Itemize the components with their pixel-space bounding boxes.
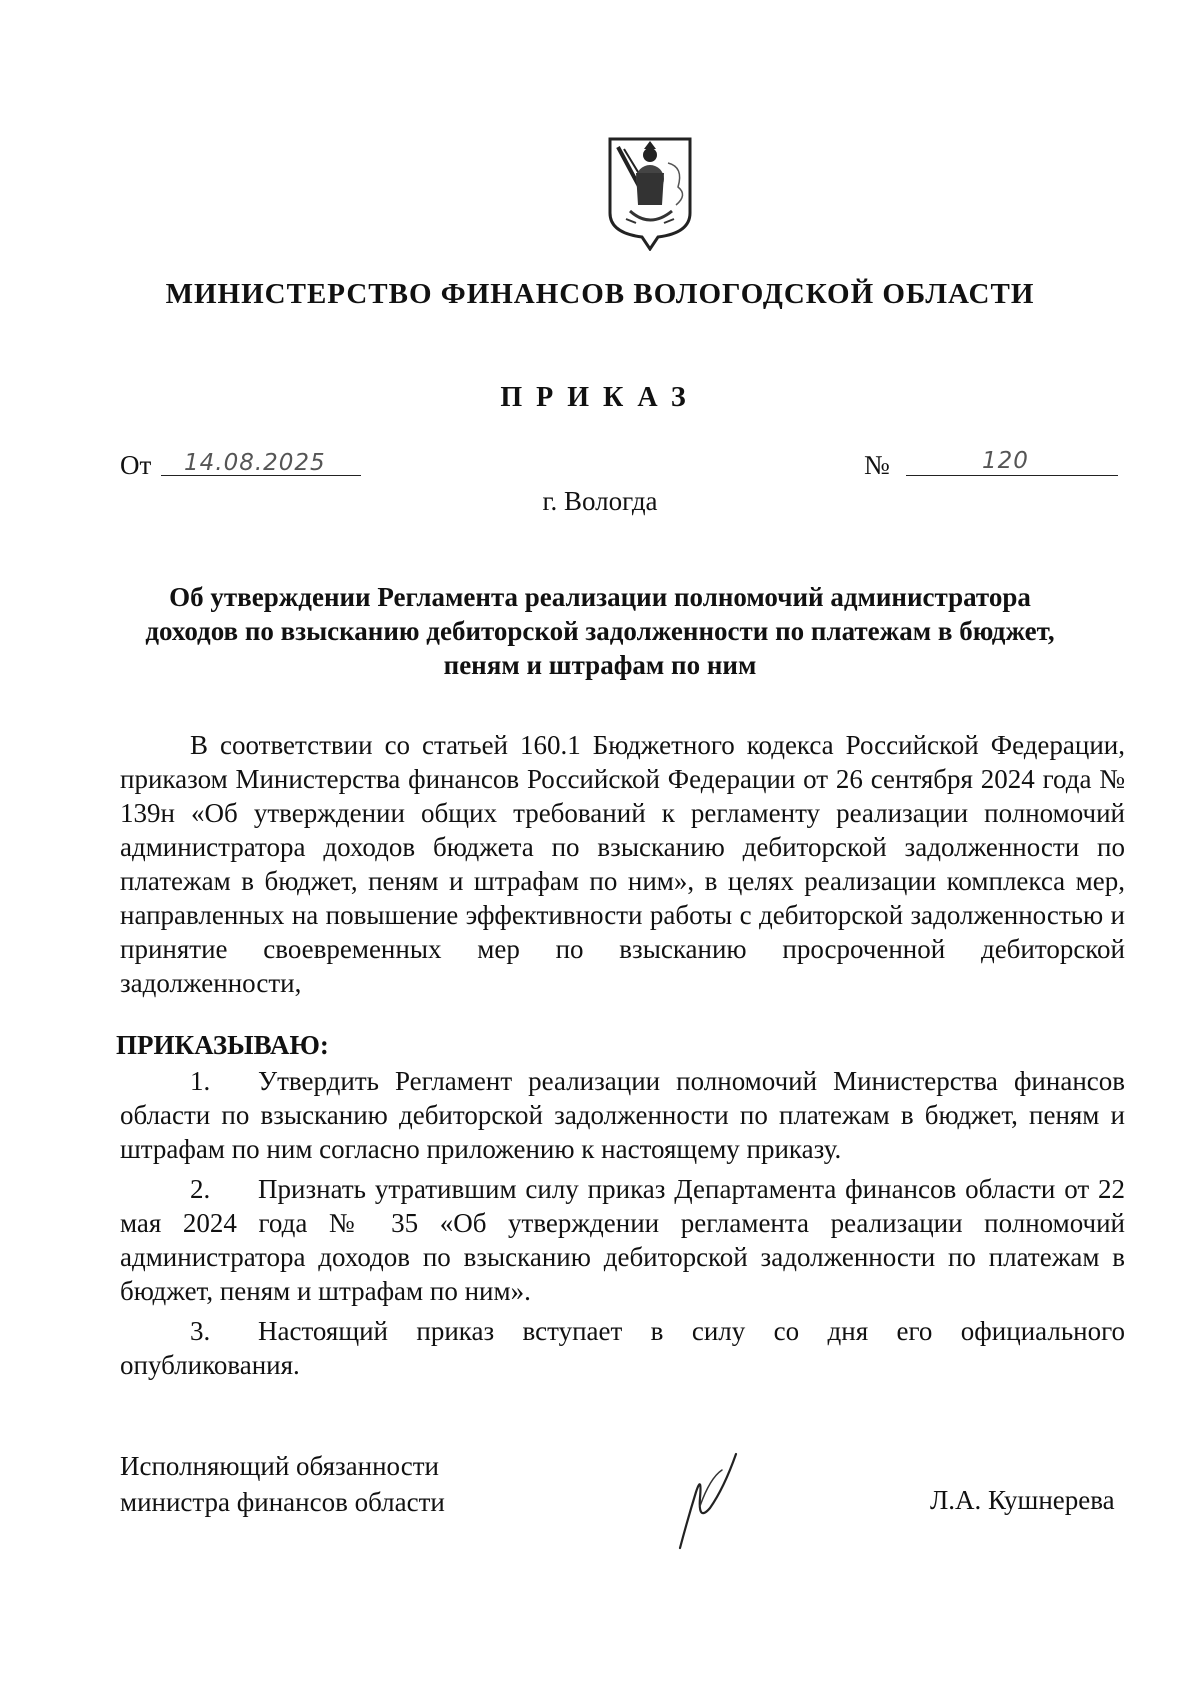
- document-type: ПРИКАЗ: [500, 382, 700, 413]
- signatory-position-line-2: министра финансов области: [120, 1487, 445, 1517]
- document-number: 120: [982, 448, 1029, 474]
- order-word: ПРИКАЗЫВАЮ:: [116, 1030, 329, 1060]
- order-item-3: [120, 1314, 1125, 1382]
- number-underline: [906, 475, 1118, 476]
- number-label: №: [864, 450, 890, 480]
- order-item-2: [120, 1172, 1125, 1308]
- order-item-text: Утвердить Регламент реализации полномочий Министерства финансов области по взысканию дебиторской задолженности по платежам в бюджет, пеням и штрафам по ним согласно приложению к настоящему приказу.: [120, 1066, 1125, 1164]
- document-date: 14.08.2025: [184, 450, 326, 476]
- order-item-text: Признать утратившим силу приказ Департамента финансов области от 22 мая 2024 года № 35 «Об утверждении регламента реализации полномочий администратора доходов по взысканию дебиторской задолженности по платежам в бюджет, пеням и штрафам по ним».: [120, 1174, 1125, 1306]
- document-subject: Об утверждении Регламента реализации полномочий администратора доходов по взысканию дебиторской задолженности по платежам в бюджет, пеням и штрафам по ним: [145, 582, 1055, 680]
- signatory-position-line-1: Исполняющий обязанности: [120, 1451, 439, 1481]
- preamble-paragraph: В соответствии со статьей 160.1 Бюджетного кодекса Российской Федерации, приказом Министерства финансов Российской Федерации от 26 сентября 2024 года № 139н «Об утверждении общих требований к регламенту реализации полномочий администратора доходов бюджета по взысканию дебиторской задолженности по платежам в бюджет, пеням и штрафам по ним», в целях реализации комплекса мер, направленных на повышение эффективности работы с дебиторской задолженностью и принятие своевременных мер по взысканию просроченной дебиторской задолженности,: [120, 730, 1125, 998]
- order-item-number: 3.: [190, 1316, 211, 1346]
- signature-icon: [676, 1448, 748, 1552]
- order-item-number: 2.: [190, 1174, 211, 1204]
- order-item-text: Настоящий приказ вступает в силу со дня его официального опубликования.: [120, 1316, 1125, 1380]
- coat-of-arms-icon: [606, 133, 694, 251]
- order-item-number: 1.: [190, 1066, 211, 1096]
- order-item-1: [120, 1064, 1125, 1166]
- signatory-position: [120, 1448, 445, 1520]
- signatory-name: Л.А. Кушнерева: [930, 1485, 1115, 1515]
- ministry-name: МИНИСТЕРСТВО ФИНАНСОВ ВОЛОГОДСКОЙ ОБЛАСТИ: [165, 278, 1035, 310]
- date-label: От: [120, 450, 152, 480]
- city: г. Вологда: [542, 486, 658, 516]
